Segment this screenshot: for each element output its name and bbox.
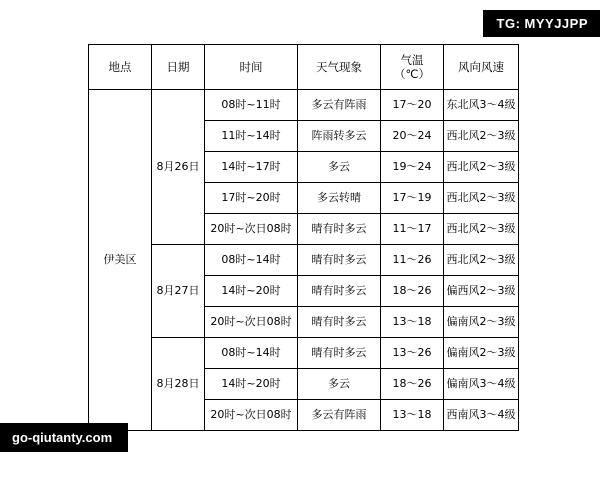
header-wind: 风向风速 xyxy=(444,45,519,90)
cell-temperature: 13～18 xyxy=(381,400,444,431)
header-location: 地点 xyxy=(89,45,152,90)
cell-phenomenon: 多云有阵雨 xyxy=(298,90,381,121)
cell-wind: 西北风2～3级 xyxy=(444,183,519,214)
header-temperature-line2: （℃） xyxy=(394,67,430,81)
cell-time: 20时~次日08时 xyxy=(205,307,298,338)
cell-time: 14时~17时 xyxy=(205,152,298,183)
cell-time: 08时~14时 xyxy=(205,245,298,276)
header-date: 日期 xyxy=(152,45,205,90)
cell-wind: 东北风3～4级 xyxy=(444,90,519,121)
weather-forecast-table-container xyxy=(88,44,516,431)
cell-temperature: 13～18 xyxy=(381,307,444,338)
cell-wind: 偏南风3～4级 xyxy=(444,369,519,400)
cell-date: 8月28日 xyxy=(152,338,205,431)
cell-time: 14时~20时 xyxy=(205,276,298,307)
cell-wind: 西北风2～3级 xyxy=(444,245,519,276)
cell-time: 08时~11时 xyxy=(205,90,298,121)
cell-temperature: 19～24 xyxy=(381,152,444,183)
cell-date: 8月26日 xyxy=(152,90,205,245)
cell-time: 11时~14时 xyxy=(205,121,298,152)
cell-temperature: 18～26 xyxy=(381,276,444,307)
cell-wind: 西北风2～3级 xyxy=(444,214,519,245)
cell-temperature: 17～20 xyxy=(381,90,444,121)
table-row xyxy=(89,90,519,121)
cell-temperature: 11～26 xyxy=(381,245,444,276)
cell-wind: 偏南风2～3级 xyxy=(444,307,519,338)
table-row xyxy=(89,338,519,369)
table-header-row xyxy=(89,45,519,90)
cell-phenomenon: 晴有时多云 xyxy=(298,276,381,307)
cell-phenomenon: 晴有时多云 xyxy=(298,214,381,245)
cell-phenomenon: 阵雨转多云 xyxy=(298,121,381,152)
weather-forecast-table xyxy=(88,44,519,431)
cell-temperature: 13～26 xyxy=(381,338,444,369)
cell-phenomenon: 晴有时多云 xyxy=(298,245,381,276)
cell-temperature: 17～19 xyxy=(381,183,444,214)
cell-phenomenon: 晴有时多云 xyxy=(298,307,381,338)
header-temperature xyxy=(381,45,444,90)
cell-time: 08时~14时 xyxy=(205,338,298,369)
cell-phenomenon: 多云 xyxy=(298,152,381,183)
cell-temperature: 18～26 xyxy=(381,369,444,400)
cell-wind: 偏南风2～3级 xyxy=(444,338,519,369)
cell-phenomenon: 多云 xyxy=(298,369,381,400)
header-temperature-line1: 气温 xyxy=(400,52,424,67)
cell-time: 20时~次日08时 xyxy=(205,214,298,245)
cell-phenomenon: 晴有时多云 xyxy=(298,338,381,369)
cell-wind: 西北风2～3级 xyxy=(444,152,519,183)
cell-wind: 西南风3～4级 xyxy=(444,400,519,431)
cell-time: 17时~20时 xyxy=(205,183,298,214)
header-phenomenon: 天气现象 xyxy=(298,45,381,90)
header-time: 时间 xyxy=(205,45,298,90)
cell-location: 伊美区 xyxy=(89,90,152,431)
table-header xyxy=(89,45,519,90)
cell-phenomenon: 多云有阵雨 xyxy=(298,400,381,431)
table-row xyxy=(89,245,519,276)
cell-wind: 西北风2～3级 xyxy=(444,121,519,152)
cell-phenomenon: 多云转晴 xyxy=(298,183,381,214)
cell-date: 8月27日 xyxy=(152,245,205,338)
cell-temperature: 11～17 xyxy=(381,214,444,245)
cell-wind: 偏西风2～3级 xyxy=(444,276,519,307)
cell-time: 14时~20时 xyxy=(205,369,298,400)
watermark-bottom-left: go-qiutanty.com xyxy=(0,423,128,452)
table-body xyxy=(89,90,519,431)
watermark-top-right: TG: MYYJJPP xyxy=(483,10,600,37)
cell-time: 20时~次日08时 xyxy=(205,400,298,431)
cell-temperature: 20～24 xyxy=(381,121,444,152)
